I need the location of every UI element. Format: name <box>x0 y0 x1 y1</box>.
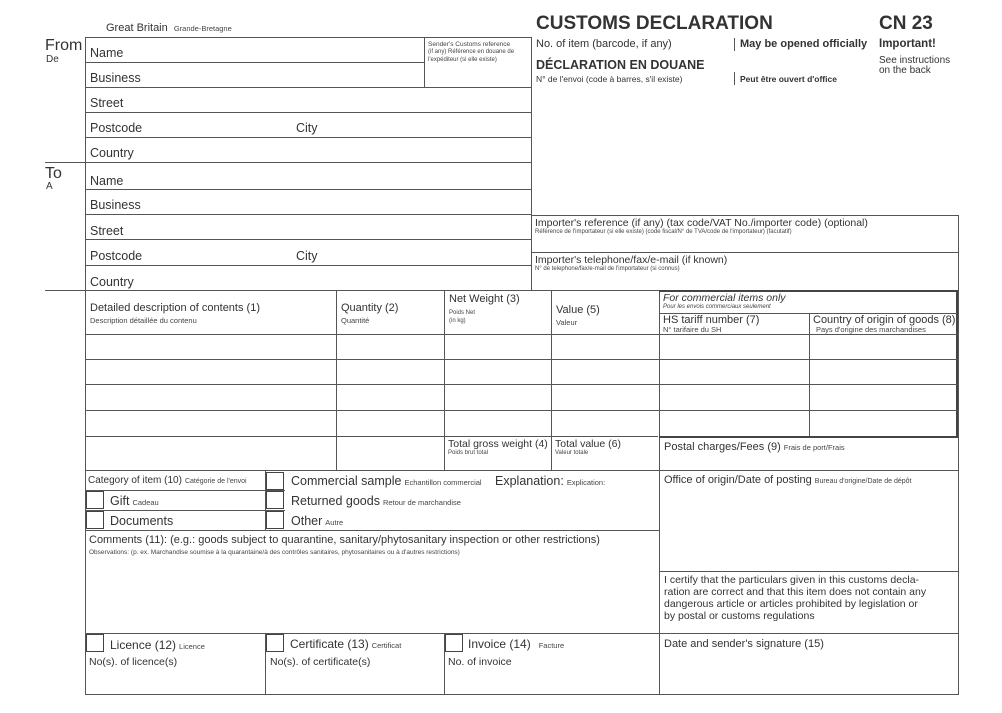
importer-contact-field[interactable] <box>532 253 958 290</box>
sender-ref-label-2 <box>428 49 514 56</box>
sender-street-field[interactable] <box>86 88 531 112</box>
commercial-sample-fr: Echantillon commercial <box>404 478 482 487</box>
qty-header: Quantity (2) <box>341 302 399 314</box>
total-value-label: Total value (6) <box>555 438 621 450</box>
returned-goods-checkbox[interactable] <box>266 491 284 509</box>
other-label <box>291 515 343 528</box>
importer-reference-field[interactable] <box>532 216 958 252</box>
from-label: From <box>45 37 83 54</box>
category-gift-line <box>85 490 285 491</box>
recipient-country-label: Country <box>90 275 134 289</box>
certificate-number-field[interactable] <box>266 653 444 694</box>
item-2-weight[interactable] <box>445 360 551 384</box>
licence-en: Licence (12) <box>110 638 177 652</box>
gross-weight-label: Total gross weight (4) <box>448 438 548 450</box>
may-open-fr: Peut être ouvert d'office <box>740 74 837 84</box>
sender-ref-label-fr-1: Référence en douane de <box>448 49 515 55</box>
form-title: CUSTOMS DECLARATION <box>536 13 773 34</box>
recipient-postcode-city-field[interactable] <box>86 240 531 265</box>
item-3-origin[interactable] <box>810 385 956 410</box>
explanation-en: Explanation: <box>495 474 564 488</box>
other-fr: Autre <box>325 518 344 527</box>
item-2-quantity[interactable] <box>337 360 444 384</box>
form-subtitle: DÉCLARATION EN DOUANE <box>536 58 705 72</box>
item-4-value[interactable] <box>552 411 659 436</box>
from-label-fr: De <box>46 54 59 65</box>
explanation-label <box>495 475 605 488</box>
category-docs-line <box>85 510 285 511</box>
may-open-divider <box>734 38 735 51</box>
recipient-name-label: Name <box>90 174 124 188</box>
other-checkbox[interactable] <box>266 511 284 529</box>
sender-name-field[interactable] <box>86 38 424 62</box>
may-open-label: May be opened officially <box>740 38 868 50</box>
invoice-fr: Facture <box>538 641 565 650</box>
hs-header-fr: N° tarifaire du SH <box>663 325 722 334</box>
postal-charges-field[interactable] <box>660 438 958 470</box>
form-code: CN 23 <box>879 13 933 34</box>
weight-header: Net Weight (3) <box>449 293 520 305</box>
item-3-quantity[interactable] <box>337 385 444 410</box>
importer-right-border <box>958 215 959 290</box>
country-fr: Grande-Bretagne <box>173 24 232 33</box>
recipient-postcode-label: Postcode <box>90 249 143 263</box>
item-4-origin[interactable] <box>810 411 956 436</box>
important-label: Important! <box>879 38 936 50</box>
postal-charges-fr: Frais de port/Frais <box>783 443 845 452</box>
to-label: To <box>45 165 62 182</box>
other-en: Other <box>291 514 323 528</box>
lower-right-border <box>958 290 959 694</box>
commercial-sample-en: Commercial sample <box>291 474 402 488</box>
see-instructions-2: on the back <box>879 65 931 76</box>
item-3-value[interactable] <box>552 385 659 410</box>
certificate-number-label: No(s). of certificate(s) <box>270 656 371 668</box>
recipient-country-field[interactable] <box>86 266 531 290</box>
certification-line-3: dangerous article or articles prohibited by legislation or <box>664 598 918 610</box>
sender-street-label: Street <box>90 96 124 110</box>
gross-weight-label-fr: Poids brut total <box>448 450 489 456</box>
item-4-weight[interactable] <box>445 411 551 436</box>
form-bottom-line <box>85 694 959 695</box>
importer-ref-label-fr: Référence de l'importateur (si elle existe) (code fiscal/N° de TVA/code de l'importateur) (facutatif) <box>535 229 792 235</box>
returned-goods-label <box>291 495 461 508</box>
certification-line-2: ration are correct and that this item does not contain any <box>664 586 927 598</box>
item-3-description[interactable] <box>86 385 336 410</box>
origin-header: Country of origin of goods (8) <box>813 314 956 326</box>
sender-ref-label-1: Sender's Customs reference <box>428 41 511 48</box>
licence-checkbox[interactable] <box>86 634 104 652</box>
item-2-value[interactable] <box>552 360 659 384</box>
office-of-origin-field[interactable] <box>660 471 958 571</box>
certification-line-1: I certify that the particulars given in this customs decla- <box>664 574 920 586</box>
returned-goods-en: Returned goods <box>291 494 380 508</box>
recipient-street-label: Street <box>90 224 124 238</box>
documents-label: Documents <box>110 514 174 528</box>
signature-label: Date and sender's signature (15) <box>664 638 824 650</box>
item-no-fr: N° de l'envoi (code à barres, s'il existe) <box>536 74 683 84</box>
commercial-header: For commercial items only <box>663 292 786 304</box>
item-3-hs-number[interactable] <box>660 385 809 410</box>
category-label-en: Category of item (10) <box>88 475 182 486</box>
recipient-business-label: Business <box>90 198 141 212</box>
item-1-quantity[interactable] <box>337 335 444 359</box>
country-label <box>106 23 232 34</box>
explanation-field[interactable] <box>615 472 657 490</box>
licence-number-label: No(s). of licence(s) <box>89 656 178 668</box>
certification-line-4: by postal or customs regulations <box>664 610 815 622</box>
returned-goods-fr: Retour de marchandise <box>382 498 461 507</box>
item-4-description[interactable] <box>86 411 336 436</box>
gift-checkbox[interactable] <box>86 491 104 509</box>
certificate-checkbox[interactable] <box>266 634 284 652</box>
office-label <box>664 475 911 486</box>
recipient-city-label: City <box>296 249 318 263</box>
office-bottom-line <box>659 571 958 572</box>
certificate-fr: Certificat <box>371 641 402 650</box>
certificate-label <box>290 638 401 650</box>
postal-charges-label <box>664 442 845 453</box>
item-4-hs-number[interactable] <box>660 411 809 436</box>
invoice-checkbox[interactable] <box>445 634 463 652</box>
hs-header: HS tariff number (7) <box>663 314 760 326</box>
gift-label <box>110 495 159 508</box>
importer-contact-label: Importer's telephone/fax/e-mail (if known) <box>535 254 728 266</box>
sender-postcode-label: Postcode <box>90 121 143 135</box>
comments-field[interactable] <box>86 531 659 633</box>
item-no-label: No. of item (barcode, if any) <box>536 38 672 50</box>
item-1-hs-number[interactable] <box>660 335 809 359</box>
weight-header-fr-1: Poids Net <box>449 310 476 316</box>
item-4-quantity[interactable] <box>337 411 444 436</box>
item-1-origin[interactable] <box>810 335 956 359</box>
recipient-name-field[interactable] <box>86 163 531 189</box>
category-label <box>88 476 247 486</box>
sender-business-field[interactable] <box>86 63 424 87</box>
documents-checkbox[interactable] <box>86 511 104 529</box>
invoice-label <box>468 638 564 650</box>
invoice-number-field[interactable] <box>445 653 659 694</box>
gift-fr: Cadeau <box>132 498 159 507</box>
desc-header: Detailed description of contents (1) <box>90 302 260 314</box>
item-2-hs-number[interactable] <box>660 360 809 384</box>
item-1-description[interactable] <box>86 335 336 359</box>
explanation-fr: Explication: <box>566 478 606 487</box>
item-2-description[interactable] <box>86 360 336 384</box>
commercial-header-fr: Pour les envois commerciaux seulement <box>663 304 771 310</box>
value-header-fr: Valeur <box>556 318 578 327</box>
sender-customs-ref-field[interactable] <box>425 38 531 87</box>
office-label-en: Office of origin/Date of posting <box>664 474 812 486</box>
sender-name-label: Name <box>90 46 124 60</box>
licence-fr: Licence <box>179 642 205 651</box>
item-2-origin[interactable] <box>810 360 956 384</box>
sender-city-label: City <box>296 121 318 135</box>
item-3-weight[interactable] <box>445 385 551 410</box>
licence-label <box>110 639 205 651</box>
importer-ref-label: Importer's reference (if any) (tax code/VAT No./importer code) (optional) <box>535 217 868 229</box>
importer-contact-label-fr: N° de telephone/fax/e-mail de l'importateur (si connus) <box>535 266 680 272</box>
comments-label: Comments (11): (e.g.: goods subject to quarantine, sanitary/phytosanitary inspection or other restrictions) <box>89 534 600 546</box>
signature-field[interactable] <box>660 634 958 694</box>
may-open-divider-fr <box>734 72 735 85</box>
postal-charges-en: Postal charges/Fees (9) <box>664 441 781 453</box>
recipient-business-field[interactable] <box>86 190 531 214</box>
sender-ref-label-2a: (if any) <box>428 49 447 55</box>
invoice-number-label: No. of invoice <box>448 656 512 668</box>
value-header: Value (5) <box>556 304 600 316</box>
sender-postcode-city-field[interactable] <box>86 113 531 137</box>
sender-business-label: Business <box>90 71 141 85</box>
weight-header-fr-2: (in kg) <box>449 318 466 324</box>
qty-header-fr: Quantité <box>341 316 370 325</box>
item-1-weight[interactable] <box>445 335 551 359</box>
see-instructions-1: See instructions <box>879 55 951 66</box>
desc-header-fr: Description détaillée du contenu <box>90 316 197 325</box>
invoice-en: Invoice (14) <box>468 637 531 651</box>
commercial-sample-checkbox[interactable] <box>266 472 284 490</box>
recipient-street-field[interactable] <box>86 215 531 239</box>
office-label-fr: Bureau d'origine/Date de dépôt <box>814 478 912 485</box>
sender-country-field[interactable] <box>86 138 531 162</box>
licence-number-field[interactable] <box>86 653 265 694</box>
certificate-en: Certificate (13) <box>290 637 369 651</box>
item-1-value[interactable] <box>552 335 659 359</box>
to-label-fr: A <box>46 181 53 192</box>
gift-en: Gift <box>110 494 130 508</box>
sender-country-label: Country <box>90 146 134 160</box>
category-label-fr: Catégorie de l'envoi <box>184 478 247 485</box>
origin-header-fr: Pays d'origine des marchandises <box>816 325 926 334</box>
country-en: Great Britain <box>106 22 168 34</box>
total-value-label-fr: Valeur totale <box>555 450 589 456</box>
comments-label-fr: Observations: (p. ex. Marchandise soumise à la quarantaine/à des contrôles sanitaires, phytosanitaires ou à d'autres restrictions) <box>89 549 460 556</box>
sender-ref-label-fr-2: l'expéditeur (si elle existe) <box>428 57 497 63</box>
total-gross-weight-field[interactable] <box>445 437 551 470</box>
commercial-sample-label <box>291 475 482 488</box>
total-value-field[interactable] <box>552 437 659 470</box>
